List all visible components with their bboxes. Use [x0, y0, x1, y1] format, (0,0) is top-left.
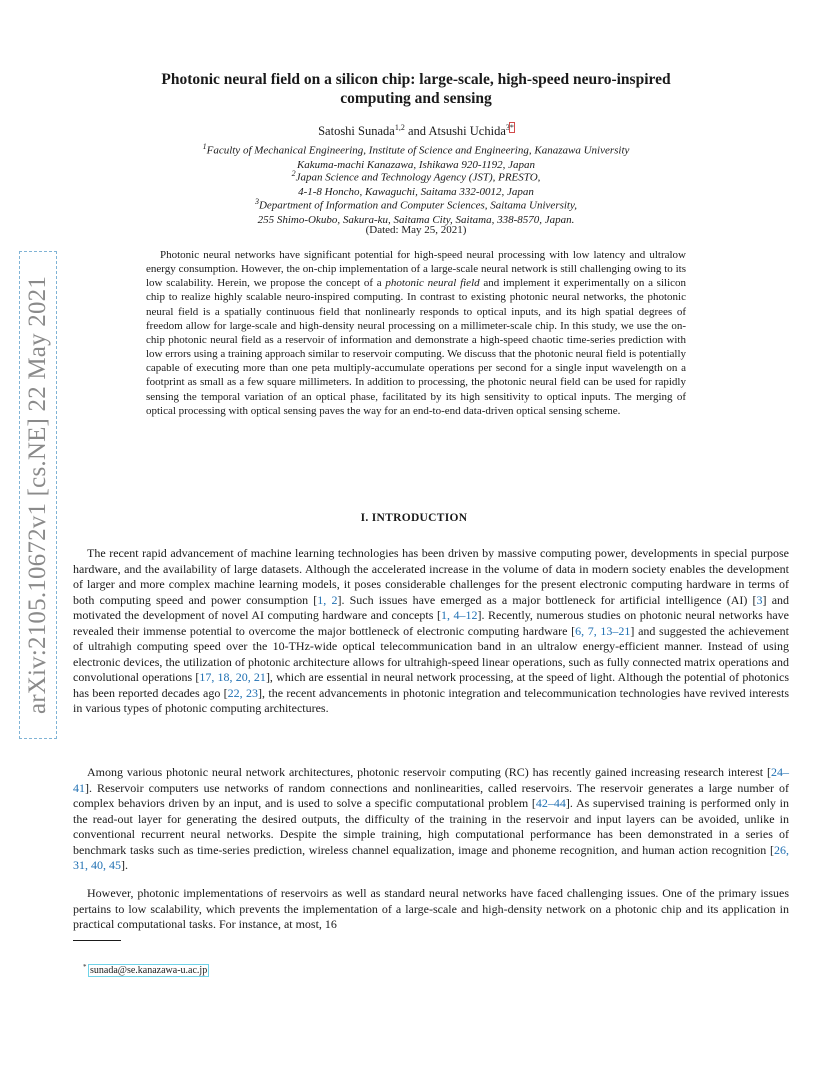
title-line-1: Photonic neural field on a silicon chip: large-scale, high-speed neuro-inspired — [161, 71, 671, 88]
affil-1-line-1: Faculty of Mechanical Engineering, Institute of Science and Engineering, Kanazawa University — [206, 144, 630, 157]
abstract — [146, 248, 686, 418]
author-1-affil: 1,2 — [394, 123, 405, 132]
date-line: (Dated: May 25, 2021) — [365, 224, 467, 236]
footnote-rule — [73, 940, 121, 941]
author-2-affil: 3 — [505, 123, 510, 132]
citation-link[interactable]: 1, 2 — [317, 592, 338, 607]
para-text: ]. — [121, 858, 128, 872]
affil-3-line-1: Department of Information and Computer Sciences, Saitama University, — [258, 199, 578, 212]
citation-link[interactable]: 42–44 — [535, 796, 566, 810]
author-and: and — [407, 124, 427, 139]
intro-paragraph-1 — [73, 546, 789, 717]
citation-link[interactable]: 1, 4–12 — [440, 608, 478, 622]
para-text: ]. Recently, numerous studies on photonic neural networks have revealed their immense potential to overcome the major bottleneck of electronic computing hardware [ — [73, 608, 789, 638]
abstract-text: Photonic neural networks have significant potential for high-speed neural processing with low latency and ultralow energy consumption. However, the on-chip implementation of a large-scale neural network is still challenging owing to its low scalability. Herein, we propose the concept of a — [146, 249, 686, 290]
abstract-emphasis: photonic neural field — [385, 277, 480, 290]
affil-1-line-2: Kakuma-machi Kanazawa, Ishikawa 920-1192, Japan — [296, 158, 536, 171]
author-1: Satoshi Sunada — [318, 124, 395, 139]
footnote-mark: * — [83, 963, 87, 971]
affil-2-number: 2 — [291, 169, 296, 178]
affiliation-2 — [110, 167, 722, 199]
para-text: ] and suggested the achievement of ultrahigh computing speed over the 10-THz-wide optical telecommunication band in an ultralow energy-efficient manner. Instead of using electronic devices, the utilization of photonic architecture allows for ultrahigh-speed linear operations, such as fully connected matrix operations and convolutional operations [ — [73, 623, 789, 684]
para-text: ]. Such issues have emerged as a major bottleneck for artificial intelligence (AI) [ — [337, 592, 757, 607]
arxiv-stamp — [18, 250, 58, 740]
author-2: Atsushi Uchida — [428, 124, 506, 139]
affil-2-line-2: 4-1-8 Honcho, Kawaguchi, Saitama 332-0012, Japan — [298, 185, 534, 198]
citation-link[interactable]: 26, 31, 40, 45 — [73, 842, 789, 872]
paper-title — [100, 70, 732, 108]
para-text: ], the recent advancements in photonic integration and telecommunication technologies have revived interests in various types of photonic computing architectures. — [73, 685, 789, 715]
affil-3-line-2: 255 Shimo-Okubo, Sakura-ku, Saitama City, Saitama, 338-8570, Japan. — [257, 213, 575, 226]
title-line-2: computing and sensing — [340, 90, 492, 107]
citation-link[interactable]: 6, 7, 13–21 — [575, 623, 631, 638]
para-text: ], which are essential in neural network processing, at the speed of light. Although the potential of photonics has been reported decades ago [ — [73, 670, 790, 700]
arxiv-identifier: arXiv:2105.10672v1 [cs.NE] 22 May 2021 — [24, 275, 51, 715]
affil-1-number: 1 — [202, 142, 207, 151]
footnote — [83, 963, 208, 976]
citation-link[interactable]: 24–41 — [73, 765, 789, 795]
citation-link[interactable]: 17, 18, 20, 21 — [199, 670, 266, 684]
para-text: The recent rapid advancement of machine learning technologies has been driven by massive computing power, developments in special purpose hardware, and the availability of large datasets. Although the accelerated increase in the volume of data in modern society enables the development of larger and more complex machine learning models, it poses considerable challenges for the present electronic computing hardware in terms of both computing speed and power consumption [ — [73, 546, 789, 607]
affil-3-number: 3 — [254, 197, 259, 206]
section-heading-introduction: I. INTRODUCTION — [360, 512, 468, 524]
intro-paragraph-2 — [73, 765, 789, 874]
para-text: Among various photonic neural network architectures, photonic reservoir computing (RC) has recently gained increasing research interest [ — [87, 765, 771, 779]
para-text: ] and motivated the development of novel AI computing hardware and concepts [ — [73, 592, 790, 622]
affiliation-3 — [110, 195, 722, 227]
citation-link[interactable]: 3 — [756, 592, 763, 607]
corresponding-author-link[interactable]: * — [509, 123, 514, 132]
citation-link[interactable]: 22, 23 — [227, 685, 259, 700]
intro-paragraph-3: However, photonic implementations of reservoirs as well as standard neural networks have faced challenging issues. One of the primary issues pertains to low scalability, which prevents the implementation of a large-scale and high-density network on a photonic chip and its application in practical computational tasks. For instance, at most, 16 — [73, 886, 789, 931]
para-text: ]. As supervised training is performed only in the read-out layer for generating the desired outputs, the difficulty of the training in the reservoir and input layers can be avoided, unlike in conventional recurrent neural networks. Despite the simple training, high computational performance has been demonstrated in a series of benchmark tasks such as time-series prediction, wireless channel equalization, image and phoneme recognition, and human action recognition [ — [73, 796, 790, 857]
para-text: ]. Reservoir computers use networks of random connections and nonlinearities, called reservoirs. The reservoir generates a large number of complex behaviors driven by an input, and is used to solve a specific computational problem [ — [73, 780, 789, 810]
author-email-link[interactable]: sunada@se.kanazawa-u.ac.jp — [90, 965, 208, 977]
author-list — [150, 123, 682, 139]
affil-2-line-1: Japan Science and Technology Agency (JST), PRESTO, — [295, 171, 541, 184]
abstract-text: and implement it experimentally on a silicon chip to realize highly scalable neuro-inspired computing. In contrast to existing photonic neural networks, the photonic neural field is a spatially continuous field that nonlinearly responds to optical inputs, and its high spatial degrees of freedom allow for large-scale and high-density neural processing on a millimeter-scale chip. In this study, we use the on-chip photonic neural field as a reservoir of information and demonstrate a high-speed chaotic time-series prediction with low errors using a training approach similar to reservoir computing. We discuss that the photonic neural field is potentially capable of executing more than one peta multiply-accumulate operations per second for a single input wavelength on a footprint as small as a few square millimeters. In addition to processing, the photonic neural field can be used for rapidly sensing the temporal variation of an optical phase, facilitated by its high sensitivity to optical inputs. The merging of optical processing with optical sensing paves the way for an end-to-end data-driven optical sensing scheme. — [146, 277, 687, 417]
